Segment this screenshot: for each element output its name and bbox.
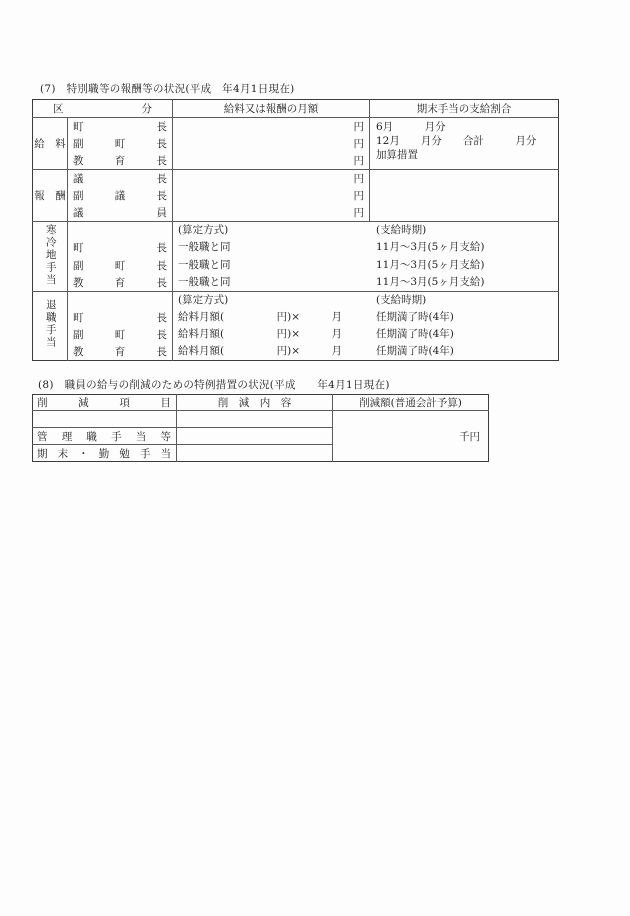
table-row bbox=[33, 274, 559, 292]
payment-period: 11月〜3月(5ヶ月支給) bbox=[376, 275, 485, 288]
calc-period-cell bbox=[173, 309, 559, 326]
split-row bbox=[173, 222, 558, 239]
position-cell: 教育長 bbox=[68, 152, 173, 169]
amount-unit-cell: 円 bbox=[173, 187, 370, 204]
table-row bbox=[33, 170, 559, 187]
table-row bbox=[33, 118, 559, 135]
reduction-content-cell bbox=[177, 411, 333, 428]
table-row bbox=[33, 411, 489, 428]
retirement-section-label bbox=[33, 291, 68, 360]
payment-period: 任期満了時(4年) bbox=[376, 327, 454, 340]
section7-title: (7) 特別職等の報酬等の状況(平成 年4月1日現在) bbox=[40, 83, 295, 95]
calc-method: (算定方式) bbox=[178, 293, 229, 306]
header-reduction-amount: 削減額(普通会計予算) bbox=[333, 395, 489, 411]
amount-unit-cell: 円 bbox=[173, 118, 370, 135]
amount-unit-cell: 円 bbox=[173, 170, 370, 187]
bonus-line-kasan: 加算措置 bbox=[376, 149, 418, 161]
table-row bbox=[33, 100, 559, 118]
header-reduction-item: 削 減 項 目 bbox=[33, 395, 177, 411]
cold-allowance-section-label bbox=[33, 222, 68, 292]
remuneration-section-label: 報 酬 bbox=[33, 170, 68, 222]
payment-period: 11月〜3月(5ヶ月支給) bbox=[376, 241, 485, 254]
position-cell: 副町長 bbox=[68, 257, 173, 274]
reduction-item-cell: 期末・勤勉手当 bbox=[33, 445, 177, 462]
calc-method: 給料月額( 円)× 月 bbox=[178, 344, 342, 357]
calc-method: 給料月額( 円)× 月 bbox=[178, 327, 342, 340]
calc-period-cell bbox=[173, 291, 559, 309]
table2-header bbox=[33, 395, 489, 411]
table-row bbox=[33, 309, 559, 326]
amount-unit-cell: 円 bbox=[173, 204, 370, 221]
header-reduction-content: 削 減 内 容 bbox=[177, 395, 333, 411]
special-officials-remuneration-table bbox=[32, 99, 559, 361]
reduction-content-cell bbox=[177, 445, 333, 462]
reduction-item-cell: 管理職手当等 bbox=[33, 428, 177, 445]
calc-method: 一般職と同 bbox=[178, 258, 231, 271]
table1-header bbox=[33, 100, 559, 118]
payment-period: 任期満了時(4年) bbox=[376, 344, 454, 357]
position-cell: 副町長 bbox=[68, 326, 173, 343]
vertical-label: 退職手当 bbox=[44, 299, 57, 350]
amount-unit-cell: 円 bbox=[173, 152, 370, 169]
table-row bbox=[33, 291, 559, 309]
payment-period: 11月〜3月(5ヶ月支給) bbox=[376, 258, 485, 271]
position-cell: 議長 bbox=[68, 170, 173, 187]
kubun-left-label: 区 bbox=[53, 103, 64, 115]
calc-method: (算定方式) bbox=[178, 224, 229, 237]
payment-period: 任期満了時(4年) bbox=[376, 310, 454, 323]
calc-method: 給料月額( 円)× 月 bbox=[178, 310, 342, 323]
position-cell: 教育長 bbox=[68, 343, 173, 361]
split-row bbox=[173, 274, 558, 291]
reduction-item-cell bbox=[33, 411, 177, 428]
split-row bbox=[173, 326, 558, 343]
header-monthly-amount: 給料又は報酬の月額 bbox=[173, 100, 370, 118]
remuneration-section bbox=[33, 170, 559, 222]
table-row bbox=[33, 222, 559, 240]
position-cell: 議員 bbox=[68, 204, 173, 221]
split-row bbox=[173, 239, 558, 256]
calc-period-cell bbox=[173, 239, 559, 256]
table-row bbox=[33, 395, 489, 411]
calc-period-cell bbox=[173, 326, 559, 343]
calc-period-cell bbox=[173, 343, 559, 361]
table2-body bbox=[33, 411, 489, 462]
table-row bbox=[33, 239, 559, 256]
position-cell: 町長 bbox=[68, 118, 173, 135]
calc-period-cell bbox=[173, 257, 559, 274]
position-cell bbox=[68, 291, 173, 309]
calc-method: 一般職と同 bbox=[178, 241, 231, 254]
calc-method: 一般職と同 bbox=[178, 275, 231, 288]
bonus-empty-cell bbox=[370, 170, 559, 222]
position-cell: 教育長 bbox=[68, 274, 173, 292]
position-cell: 町長 bbox=[68, 309, 173, 326]
table-row bbox=[33, 326, 559, 343]
split-row bbox=[173, 309, 558, 326]
table-row bbox=[33, 343, 559, 361]
section8-title: (8) 職員の給与の削減のための特例措置の状況(平成 年4月1日現在) bbox=[38, 379, 390, 391]
payment-period: (支給時期) bbox=[376, 293, 427, 306]
split-row bbox=[173, 343, 558, 360]
header-kubun-cell bbox=[33, 100, 173, 118]
salary-reduction-table bbox=[32, 394, 489, 462]
position-cell bbox=[68, 222, 173, 240]
position-cell: 町長 bbox=[68, 239, 173, 256]
calc-period-cell bbox=[173, 274, 559, 292]
retirement-section bbox=[33, 291, 559, 360]
vertical-label: 寒冷地手当 bbox=[44, 223, 57, 287]
reduction-amount-cell: 千円 bbox=[459, 430, 480, 443]
cold-allowance-section bbox=[33, 222, 559, 292]
position-cell: 副町長 bbox=[68, 135, 173, 152]
bonus-detail-cell bbox=[370, 118, 559, 170]
amount-unit-cell: 円 bbox=[173, 135, 370, 152]
header-bonus-ratio: 期末手当の支給割合 bbox=[370, 100, 559, 118]
kubun-right-label: 分 bbox=[141, 103, 152, 115]
reduction-content-cell bbox=[177, 428, 333, 445]
position-cell: 副議長 bbox=[68, 187, 173, 204]
bonus-line-december: 12月 月分 合計 月分 bbox=[376, 135, 537, 147]
bonus-line-june: 6月 月分 bbox=[376, 121, 446, 133]
calc-period-cell bbox=[173, 222, 559, 240]
salary-section-label: 給 料 bbox=[33, 118, 68, 170]
payment-period: (支給時期) bbox=[376, 224, 427, 237]
salary-section bbox=[33, 118, 559, 170]
split-row bbox=[173, 257, 558, 274]
kubun-wrap bbox=[33, 101, 172, 116]
table-row bbox=[33, 257, 559, 274]
split-row bbox=[173, 292, 558, 309]
